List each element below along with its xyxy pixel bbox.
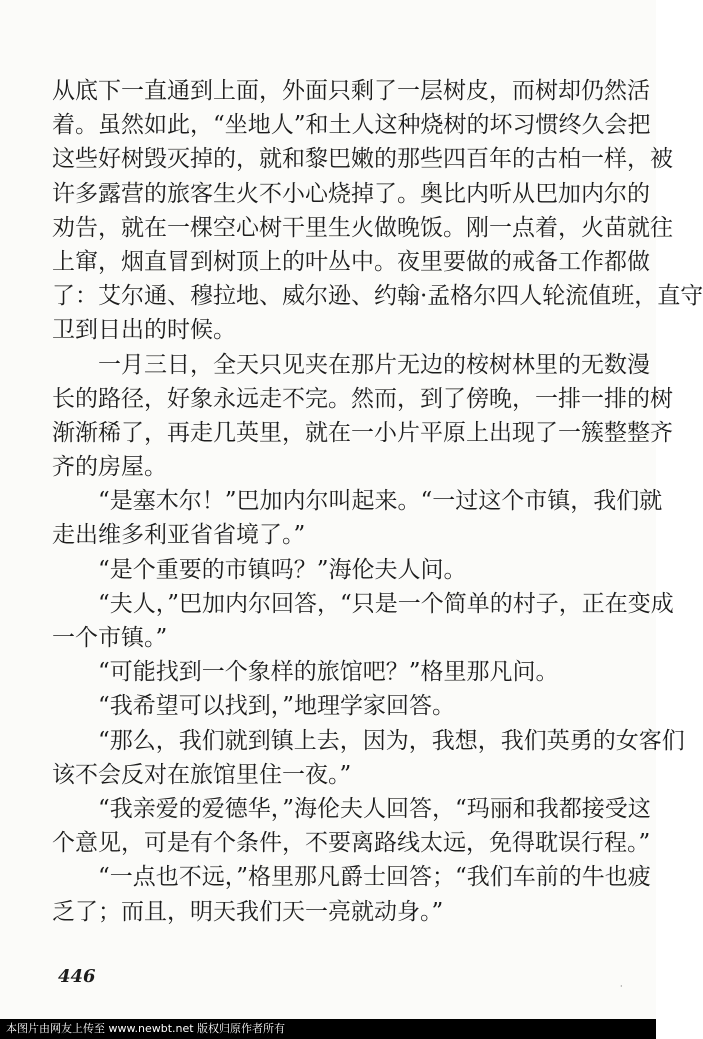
text-line: 渐渐稀了，再走几英里，就在一小片平原上出现了一簇整整齐 [52,419,673,446]
text-line: “可能找到一个象样的旅馆吧？”格里那凡问。 [52,659,559,686]
text-line: “是塞木尔！”巴加内尔叫起来。“一过这个市镇，我们就 [52,488,663,515]
text-line: 长的路径，好象永远走不完。然而，到了傍晚，一排一排的树 [52,385,673,412]
page-number: 446 [58,966,96,987]
text-line: “一点也不远，”格里那凡爵士回答；“我们车前的牛也疲 [52,864,651,891]
text-line: 一月三日，全天只见夹在那片无边的桉树林里的无数漫 [52,351,650,378]
text-line: 这些好树毁灭掉的，就和黎巴嫩的那些四百年的古柏一样，被 [52,146,673,173]
text-line: 了：艾尔通、穆拉地、威尔逊、约翰·孟格尔四人轮流值班，直守 [52,283,703,310]
text-line: 走出维多利亚省省境了。” [52,522,306,549]
text-line: 乏了；而且，明天我们天一亮就动身。” [52,898,444,925]
watermark-footer: 本图片由网友上传至 www.newbt.net 版权归原作者所有 [0,1019,656,1039]
body-text [52,74,703,929]
text-line: 该不会反对在旅馆里住一夜。” [52,761,352,788]
text-line: “是个重要的市镇吗？”海伦夫人问。 [52,556,467,583]
text-line: “我亲爱的爱德华，”海伦夫人回答，“玛丽和我都接受这 [52,795,651,822]
text-line: “那么，我们就到镇上去，因为，我想，我们英勇的女客们 [52,727,685,754]
text-line: 一个市镇。” [52,625,168,651]
text-line: “我希望可以找到，”地理学家回答。 [52,693,456,720]
text-line: 个意见，可是有个条件，不要离路线太远，免得耽误行程。” [52,830,651,857]
text-line: 上窜，烟直冒到树顶上的叶丛中。夜里要做的戒备工作都做 [52,248,650,275]
scan-speck: · [620,982,623,991]
text-line: 卫到日出的时候。 [52,317,236,344]
text-line: 许多露营的旅客生火不小心烧掉了。奥比内听从巴加内尔的 [52,180,650,207]
text-line: 着。虽然如此，“坐地人”和土人这种烧树的坏习惯终久会把 [52,112,651,139]
text-line: 从底下一直通到上面，外面只剩了一层树皮，而树却仍然活 [52,78,650,104]
text-line: “夫人，”巴加内尔回答，“只是一个简单的村子，正在变成 [52,590,674,617]
text-line: 齐的房屋。 [52,454,167,481]
text-line: 劝告，就在一棵空心树干里生火做晚饭。刚一点着，火苗就往 [52,214,673,241]
